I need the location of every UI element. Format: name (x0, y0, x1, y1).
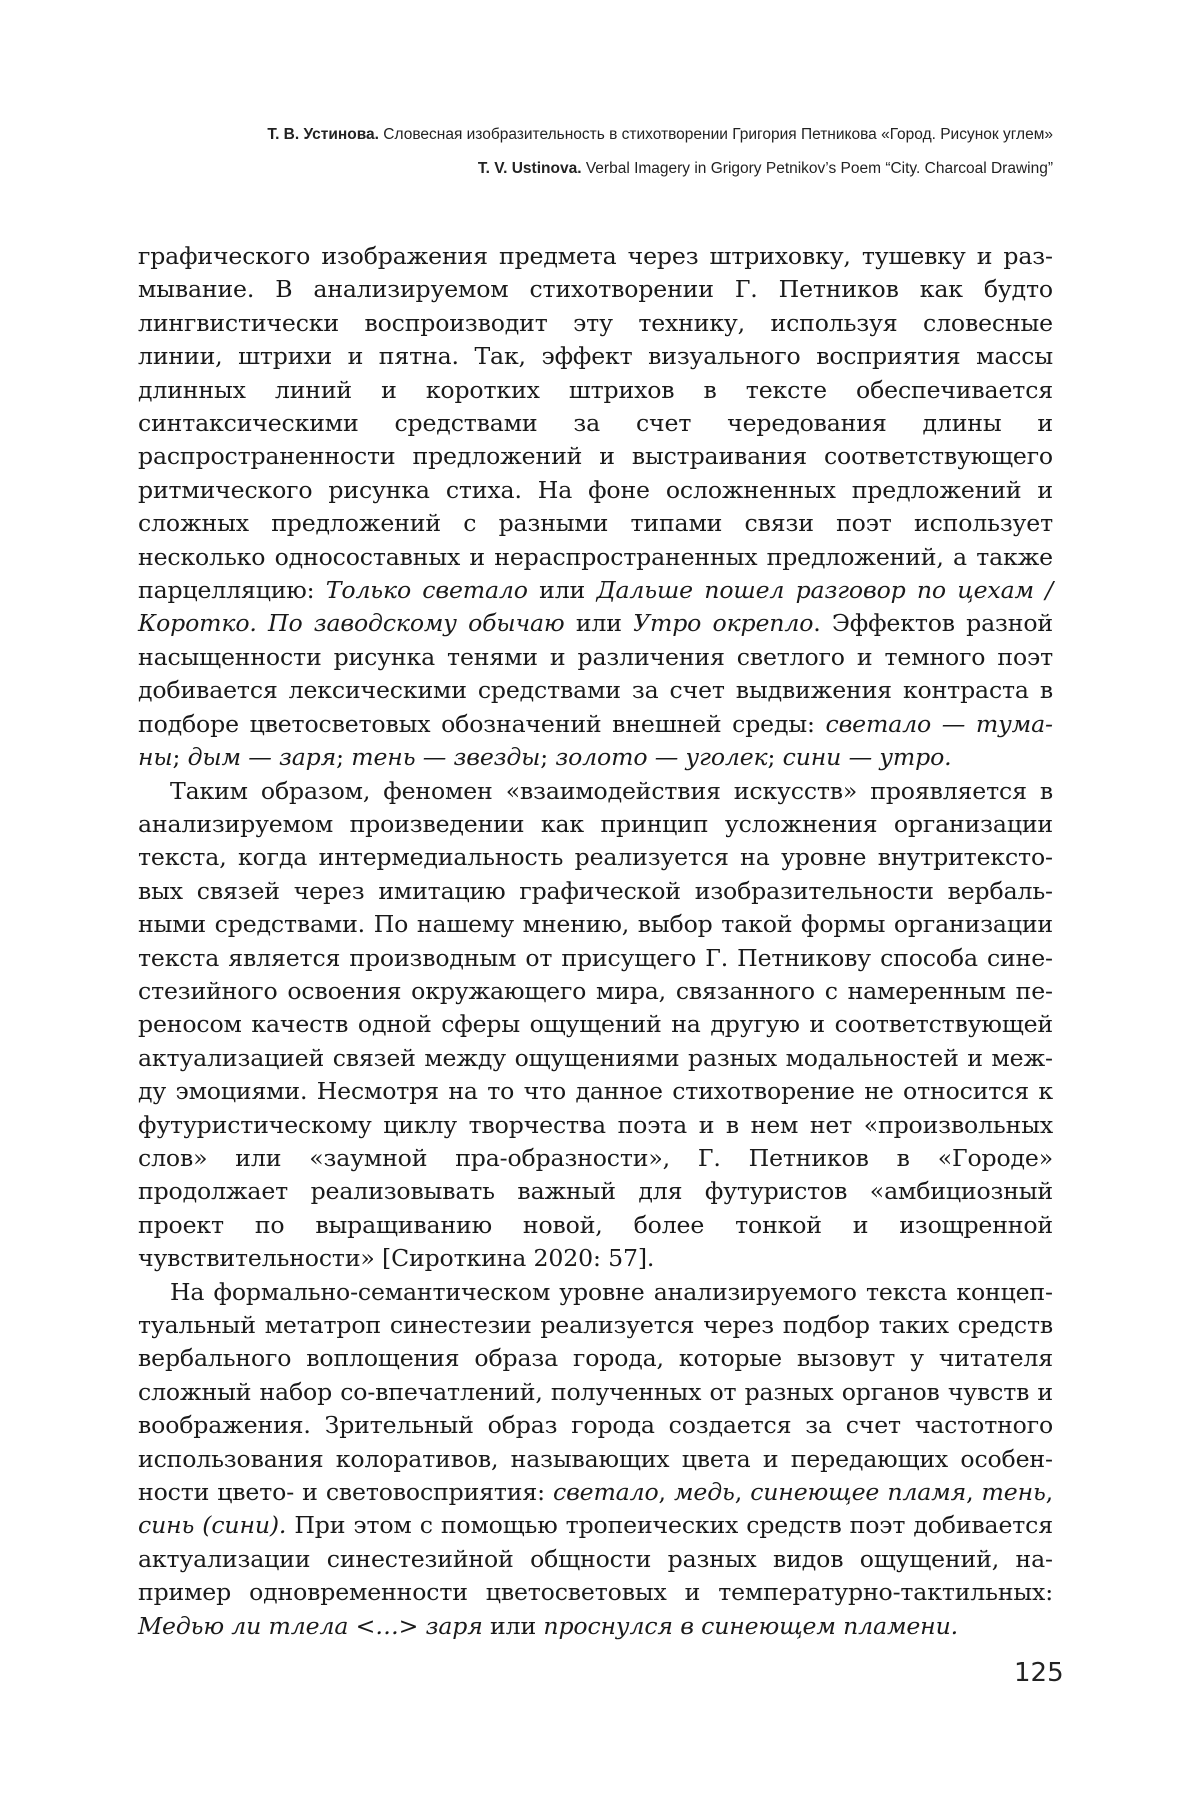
text-run: , (1045, 1478, 1054, 1507)
header-title-en: Verbal Imagery in Grigory Petnikov’s Poem “City. Charcoal Drawing” (585, 160, 1053, 177)
italic-quote: Утро окрепло (633, 609, 814, 638)
paragraph-2 (138, 775, 1053, 1276)
running-head-english (478, 160, 1053, 178)
text-run: На формально-семантическом уровне анализируемого текста концептуальный метатроп синестезии реализуется через подбор таких средств вербального воплощения образа города, которые вызовут у читателя сложный набор со-впечатлений, полученных от разных органов чувств и воображения. Зрительный образ города создается за счет частотного использования колоративов, называющих цвета и передающих особенности цвето- и световосприятия: (138, 1277, 1053, 1507)
page-number: 125 (1014, 1658, 1064, 1688)
text-run: или (527, 576, 597, 605)
italic-quote: синь (сини). (138, 1511, 287, 1540)
text-run: , (658, 1478, 674, 1507)
italic-quote: сини — утро. (782, 743, 952, 772)
text-run: При этом с помощью тропеических средств поэт добивается актуализации синестезийной общности разных видов ощущений, например одновременности цветосветовых и температурно-тактильных: (138, 1511, 1053, 1607)
text-run: ; (540, 743, 556, 772)
italic-quote: тень (981, 1478, 1046, 1507)
header-author-en: T. V. Ustinova. (477, 160, 582, 177)
italic-quote: проснулся в синеющем пламени. (543, 1611, 958, 1640)
text-run: ; (767, 743, 783, 772)
text-run: , (734, 1478, 751, 1507)
italic-quote: тень — звезды (351, 743, 541, 772)
italic-quote: медь (674, 1478, 735, 1507)
text-run: ; (336, 743, 352, 772)
running-head-russian (267, 126, 1053, 144)
italic-quote: светало (553, 1478, 659, 1507)
text-run: Таким образом, феномен «взаимодействия искусств» проявляется в анализируемом произведении как принцип усложнения организации текста, когда интермедиальность реализуется на уровне внутритекстовых связей через имитацию графической изобразительности вербальными средствами. По нашему мнению, выбор такой формы организации текста является производным от присущего Г. Петникову способа синестезийного освоения окружающего мира, связанного с намеренным переносом качеств одной сферы ощущений на другую и соответствующей актуализацией связей между ощущениями разных модальностей и между эмоциями. Несмотря на то что данное стихотворение не относится к футуристическому циклу творчества поэта и в нем нет «произвольных слов» или «заумной пра-образности», Г. Петников в «Городе» продолжает реализовывать важный для футуристов «амбициозный проект по выращиванию новой, более тонкой и изощренной чувствительности» [Сироткина 2020: 57]. (138, 776, 1053, 1273)
italic-quote: светало — туманы (138, 709, 1053, 772)
italic-quote: Медью ли тлела <…> заря (138, 1611, 483, 1640)
paragraph-3 (138, 1276, 1053, 1643)
italic-quote: дым — заря (187, 743, 337, 772)
article-body (138, 240, 1053, 1643)
text-run: графического изображения предмета через штриховку, тушевку и размывание. В анализируемом стихотворении Г. Петников как будто лингвистически воспроизводит эту технику, используя словесные линии, штрихи и пятна. Так, эффект визуального восприятия массы длинных линий и коротких штрихов в тексте обеспечивается синтаксическими средствами за счет чередования длины и распространенности предложений и выстраивания соответствующего ритмического рисунка стиха. На фоне осложненных предложений и сложных предложений с разными типами связи поэт использует несколько односоставных и нераспространенных предложений, а также парцелляцию: (138, 242, 1053, 605)
italic-quote: Только светало (325, 576, 528, 605)
text-run: или (564, 609, 634, 638)
paragraph-1 (138, 240, 1053, 775)
text-run: , (966, 1478, 982, 1507)
italic-quote: золото — уголек (555, 743, 768, 772)
text-run: ; (172, 743, 188, 772)
text-run: или (482, 1611, 544, 1640)
header-author-ru: Т. В. Устинова. (267, 126, 379, 143)
header-title-ru: Словесная изобразительность в стихотворении Григория Петникова «Город. Рисунок углем» (383, 126, 1053, 143)
italic-quote: синеющее пламя (750, 1478, 967, 1507)
italic-quote: Дальше пошел разговор по цехам / Коротко. По заводскому обычаю (138, 576, 1054, 638)
text-run: . Эффектов разной насыщенности рисунка тенями и различения светлого и темного поэт добивается лексическими средствами за счет выдвижения контраста в подборе цветосветовых обозначений внешней среды: (138, 609, 1053, 738)
